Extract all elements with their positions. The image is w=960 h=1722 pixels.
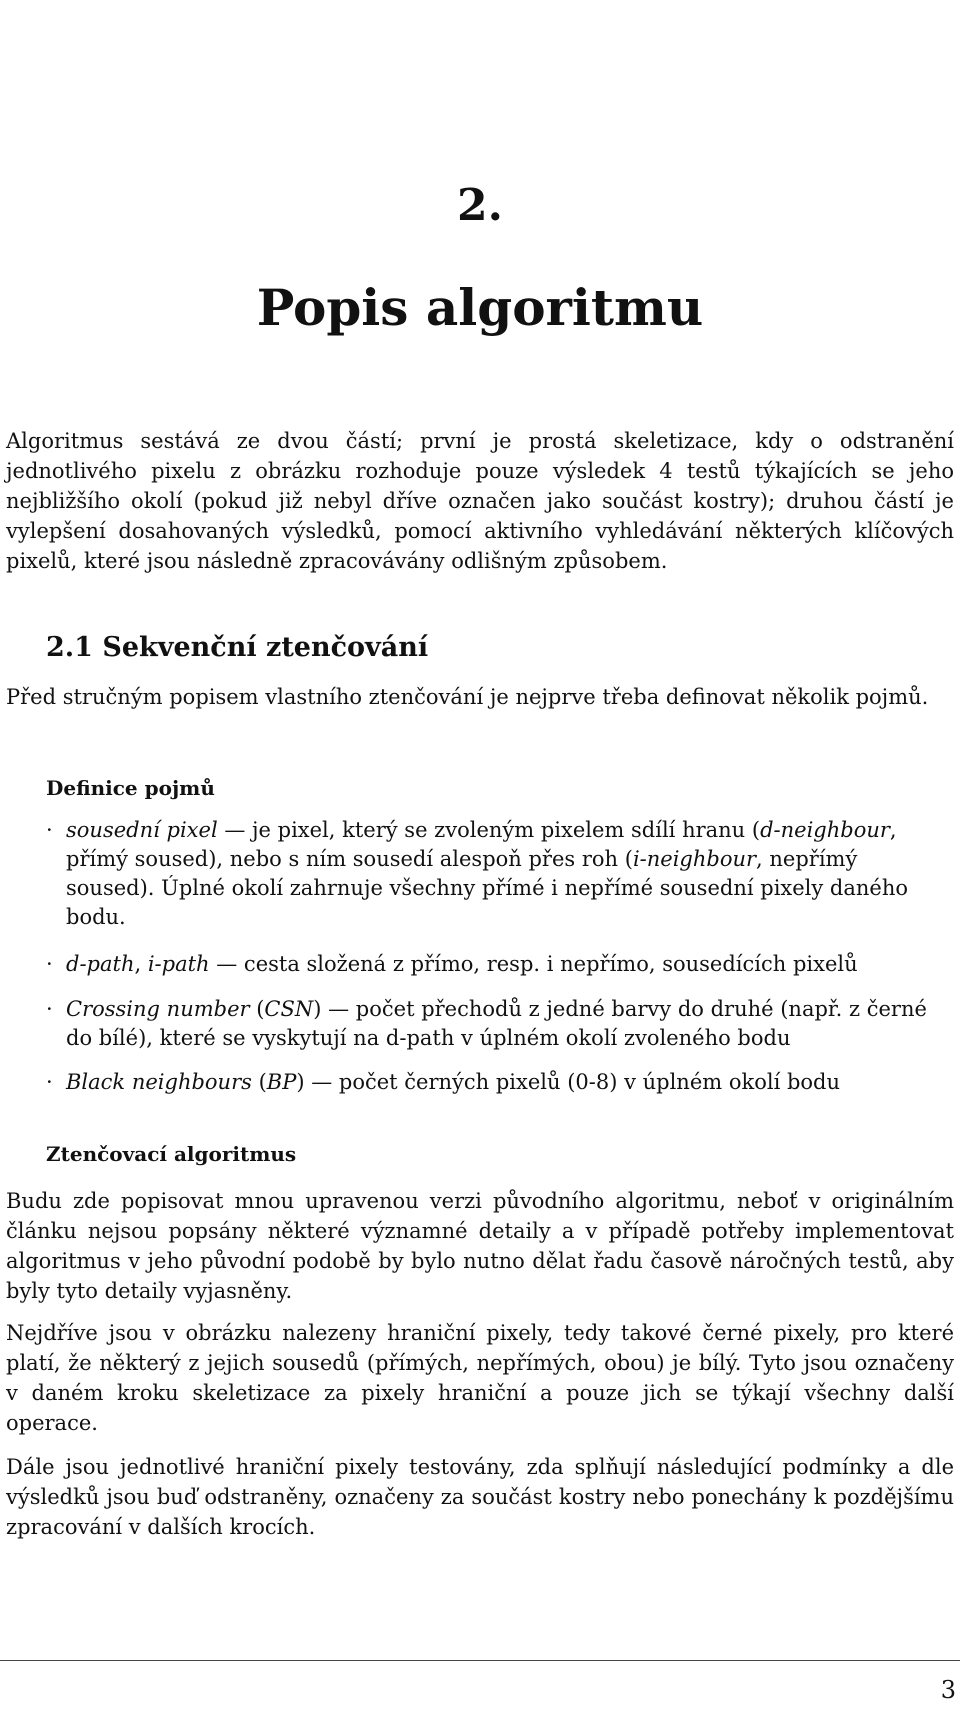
definition-body: ) — počet přechodů z jedné barvy do druhé (např. z černé do bílé), které se vyskytují na d-path v úplném okolí zvoleného bodu bbox=[66, 997, 927, 1050]
definition-term-inline: d-neighbour bbox=[760, 818, 890, 842]
definitions-heading: Definice pojmů bbox=[46, 776, 215, 800]
section-heading: 2.1 Sekvenční ztenčování bbox=[46, 632, 429, 663]
definition-term-inline: i-neighbour bbox=[632, 847, 757, 871]
algorithm-paragraph: Dále jsou jednotlivé hraniční pixely testovány, zda splňují následující podmínky a dle výsledků jsou buď odstraněny, označeny za součást kostry nebo ponechány k pozdějšímu zpracování v dalších krocích. bbox=[6, 1455, 954, 1539]
bullet-icon: · bbox=[46, 818, 53, 842]
chapter-number: 2. bbox=[457, 180, 503, 231]
definition-term: Black neighbours bbox=[66, 1070, 252, 1094]
definition-body: ) — počet černých pixelů (0-8) v úplném okolí bodu bbox=[296, 1070, 841, 1094]
definition-term: Crossing number bbox=[66, 997, 250, 1021]
algorithm-heading: Ztenčovací algoritmus bbox=[46, 1142, 297, 1166]
definition-text bbox=[66, 950, 946, 979]
algorithm-paragraph: Budu zde popisovat mnou upravenou verzi původního algoritmu, neboť v originálním článku nejsou popsány některé významné detaily a v případě potřeby implementovat algoritmus v jeho původní podobě by bylo nutno dělat řadu časově náročných testů, aby byly tyto detaily vyjasněny. bbox=[6, 1189, 954, 1303]
definition-body: ( bbox=[251, 1070, 267, 1094]
bullet-icon: · bbox=[46, 952, 53, 976]
definition-term: d-path bbox=[66, 952, 135, 976]
definition-text bbox=[66, 995, 946, 1053]
definition-term-inline: BP bbox=[266, 1070, 297, 1094]
definition-text bbox=[66, 816, 946, 932]
definition-item bbox=[46, 950, 946, 979]
definition-item bbox=[46, 995, 946, 1053]
definition-body: ( bbox=[249, 997, 265, 1021]
bullet-icon: · bbox=[46, 997, 53, 1021]
section-intro-paragraph: Před stručným popisem vlastního ztenčování je nejprve třeba definovat několik pojmů. bbox=[6, 685, 929, 709]
definition-body: , přímý soused), nebo s ním sousedí alespoň přes roh ( bbox=[66, 818, 897, 871]
page-number: 3 bbox=[940, 1676, 956, 1704]
intro-paragraph: Algoritmus sestává ze dvou částí; první je prostá skeletizace, kdy o odstranění jednotlivého pixelu z obrázku rozhoduje pouze výsledek 4 testů týkajících se jeho nejbližšího okolí (pokud již nebyl dříve označen jako součást kostry); druhou částí je vylepšení dosahovaných výsledků, pomocí aktivního vyhledávání některých klíčových pixelů, které jsou následně zpracovávány odlišným způsobem. bbox=[6, 429, 954, 573]
definition-body: , nepřímý soused). Úplné okolí zahrnuje všechny přímé i nepřímé sousední pixely daného bodu. bbox=[66, 847, 909, 929]
definition-term-inline: CSN bbox=[264, 997, 314, 1021]
definition-term-inline: i-path bbox=[147, 952, 210, 976]
definition-item bbox=[46, 1068, 946, 1097]
definition-body: — je pixel, který se zvoleným pixelem sdílí hranu ( bbox=[217, 818, 761, 842]
footer-divider bbox=[0, 1660, 960, 1661]
definition-term: sousední pixel bbox=[66, 818, 218, 842]
chapter-title: Popis algoritmu bbox=[256, 278, 704, 337]
algorithm-paragraph: Nejdříve jsou v obrázku nalezeny hraniční pixely, tedy takové černé pixely, pro které platí, že některý z jejich sousedů (přímých, nepřímých, obou) je bílý. Tyto jsou označeny v daném kroku skeletizace za pixely hraniční a pouze jich se týkají všechny další operace. bbox=[6, 1321, 954, 1435]
definition-item bbox=[46, 816, 946, 932]
definition-text bbox=[66, 1068, 946, 1097]
definition-body: — cesta složená z přímo, resp. i nepřímo, sousedících pixelů bbox=[209, 952, 858, 976]
bullet-icon: · bbox=[46, 1070, 53, 1094]
definition-body: , bbox=[134, 952, 148, 976]
